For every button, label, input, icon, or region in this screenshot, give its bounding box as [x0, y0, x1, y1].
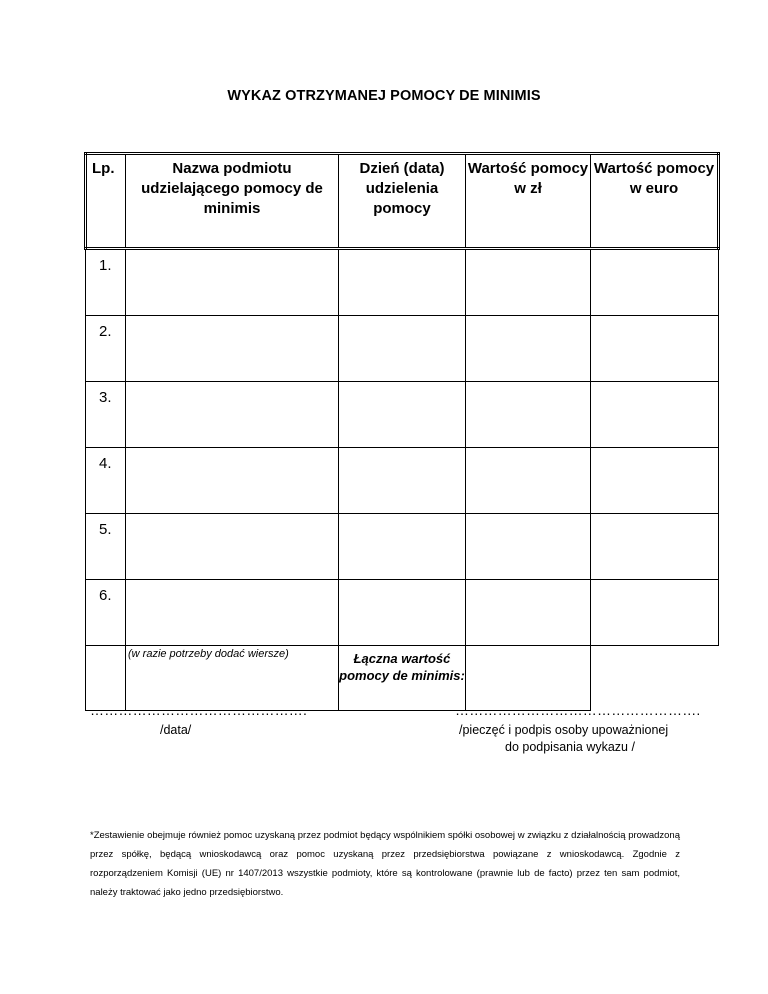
table-row: [86, 448, 719, 514]
table-row: [86, 514, 719, 580]
header-name: Nazwa podmiotu udzielającego pomocy de minimis: [126, 154, 339, 249]
aid-table: [84, 152, 720, 711]
seal-signature-line: …………………………………………….: [455, 702, 701, 718]
table-header-row: [86, 154, 719, 249]
header-lp: Lp.: [86, 154, 126, 249]
cell-name[interactable]: [126, 580, 339, 646]
table-row: [86, 316, 719, 382]
total-value-eur[interactable]: [591, 646, 719, 711]
total-label: Łączna wartość pomocy de minimis:: [339, 646, 466, 711]
cell-value-eur[interactable]: [591, 580, 719, 646]
cell-name[interactable]: [126, 316, 339, 382]
cell-value-eur[interactable]: [591, 382, 719, 448]
cell-date[interactable]: [339, 382, 466, 448]
header-value-eur: Wartość pomocy w euro: [591, 154, 719, 249]
table-row: [86, 249, 719, 316]
cell-name[interactable]: [126, 382, 339, 448]
page-title: WYKAZ OTRZYMANEJ POMOCY DE MINIMIS: [227, 88, 541, 104]
cell-date[interactable]: [339, 316, 466, 382]
cell-name[interactable]: [126, 249, 339, 316]
header-value-pln: Wartość pomocy w zł: [466, 154, 591, 249]
row-number: 2.: [86, 316, 126, 382]
seal-label-line2: do podpisania wykazu /: [505, 740, 635, 754]
footnote: *Zestawienie obejmuje również pomoc uzyskaną przez podmiot będący wspólnikiem spółki osobowej w związku z działalnością prowadzoną przez spółkę, będącą wnioskodawcą oraz pomoc uzyskaną przez przedsiębiorstwa powiązane z wnioskodawcą. Zgodnie z rozporządzeniem Komisji (UE) nr 1407/2013 wszystkie podmioty, które są kontrolowane (prawnie lub de facto) przez ten sam podmiot, należy traktować jako jedno przedsiębiorstwo.: [90, 830, 680, 898]
row-number: 5.: [86, 514, 126, 580]
total-value-pln[interactable]: [466, 646, 591, 711]
cell-value-eur[interactable]: [591, 448, 719, 514]
cell-name[interactable]: [126, 448, 339, 514]
total-row: [86, 646, 719, 711]
cell-value-eur[interactable]: [591, 316, 719, 382]
cell-value-pln[interactable]: [466, 580, 591, 646]
cell-name[interactable]: [126, 514, 339, 580]
row-number: 6.: [86, 580, 126, 646]
row-number: 3.: [86, 382, 126, 448]
header-date: Dzień (data) udzielenia pomocy: [339, 154, 466, 249]
add-rows-note: (w razie potrzeby dodać wiersze): [126, 646, 339, 711]
table-row: [86, 382, 719, 448]
date-label: /data/: [160, 723, 192, 737]
date-signature-line: ……………………………………….: [90, 702, 308, 718]
cell-date[interactable]: [339, 448, 466, 514]
row-number: 1.: [86, 249, 126, 316]
cell-date[interactable]: [339, 514, 466, 580]
cell-date[interactable]: [339, 249, 466, 316]
row-number: 4.: [86, 448, 126, 514]
cell-value-eur[interactable]: [591, 514, 719, 580]
cell-value-pln[interactable]: [466, 382, 591, 448]
table-row: [86, 580, 719, 646]
cell-value-pln[interactable]: [466, 249, 591, 316]
cell-value-eur[interactable]: [591, 249, 719, 316]
cell-date[interactable]: [339, 580, 466, 646]
cell-value-pln[interactable]: [466, 514, 591, 580]
cell-value-pln[interactable]: [466, 448, 591, 514]
cell-value-pln[interactable]: [466, 316, 591, 382]
total-lp-cell: [86, 646, 126, 711]
seal-label-line1: /pieczęć i podpis osoby upoważnionej: [459, 723, 669, 737]
